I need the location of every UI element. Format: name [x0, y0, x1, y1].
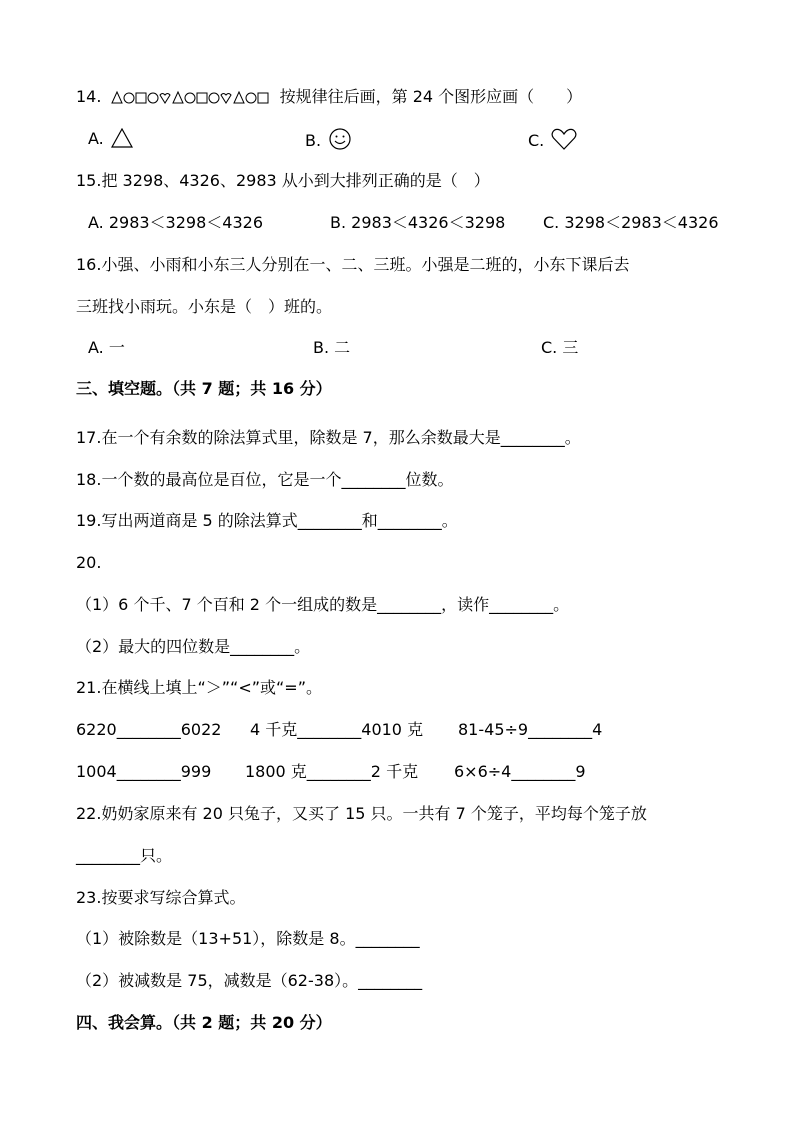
q15-option-c[interactable]: C. 3298＜2983＜4326 — [543, 213, 719, 232]
question-19: 19.写出两道商是 5 的除法算式________和________。 — [76, 511, 458, 530]
section-4-heading: 四、我会算。（共 2 题；共 20 分） — [76, 1013, 332, 1032]
question-16-line2: 三班找小雨玩。小东是（ ）班的。 — [76, 297, 333, 316]
question-15: 15.把 3298、4326、2983 从小到大排列正确的是（ ） — [76, 171, 490, 190]
heart-icon — [551, 128, 577, 150]
q15-option-b[interactable]: B. 2983＜4326＜3298 — [330, 213, 506, 232]
q21-row2-item2: 1800 克________2 千克 — [245, 762, 419, 781]
q21-row1-item3: 81-45÷9________4 — [458, 720, 603, 739]
question-17: 17.在一个有余数的除法算式里，除数是 7，那么余数最大是________。 — [76, 428, 581, 447]
smiley-face-icon — [328, 128, 352, 150]
question-22-line1: 22.奶奶家原来有 20 只兔子，又买了 15 只。一共有 7 个笼子，平均每个笼子放 — [76, 804, 647, 823]
q14-option-c[interactable]: C. — [528, 128, 577, 152]
question-14 — [76, 86, 582, 108]
question-20-sub2: （2）最大的四位数是________。 — [76, 637, 311, 656]
question-18: 18.一个数的最高位是百位，它是一个________位数。 — [76, 470, 454, 489]
question-23-sub2: （2）被减数是 75，减数是（62-38）。________ — [76, 971, 423, 990]
q21-row2-item1: 1004________999 — [76, 762, 212, 781]
question-23-sub1: （1）被除数是（13+51），除数是 8。________ — [76, 929, 420, 948]
q21-row2-item3: 6×6÷4________9 — [454, 762, 586, 781]
q15-option-a[interactable]: A. 2983＜3298＜4326 — [88, 213, 263, 232]
question-14-number: 14. — [76, 87, 102, 106]
q16-option-b[interactable]: B. 二 — [313, 338, 351, 357]
q14-option-b[interactable]: B. — [305, 128, 352, 152]
q16-option-a[interactable]: A. 一 — [88, 338, 125, 357]
question-23: 23.按要求写综合算式。 — [76, 888, 246, 907]
triangle-icon — [111, 128, 133, 148]
q14-option-a[interactable]: A. — [88, 128, 133, 150]
shape-sequence-icon — [111, 90, 271, 104]
question-16-line1: 16.小强、小雨和小东三人分别在一、二、三班。小强是二班的，小东下课后去 — [76, 255, 630, 274]
question-20-sub1: （1）6 个千、7 个百和 2 个一组成的数是________，读作________。 — [76, 595, 570, 614]
q21-row1-item2: 4 千克________4010 克 — [250, 720, 424, 739]
question-22-line2: ________只。 — [76, 846, 173, 865]
question-14-text: 按规律往后画，第 24 个图形应画（ ） — [279, 87, 583, 106]
q21-row1-item1: 6220________6022 — [76, 720, 222, 739]
question-21: 21.在横线上填上“＞”“<”或“=”。 — [76, 678, 322, 697]
question-20-number: 20. — [76, 553, 102, 572]
section-3-heading: 三、填空题。（共 7 题；共 16 分） — [76, 379, 332, 398]
q16-option-c[interactable]: C. 三 — [541, 338, 579, 357]
